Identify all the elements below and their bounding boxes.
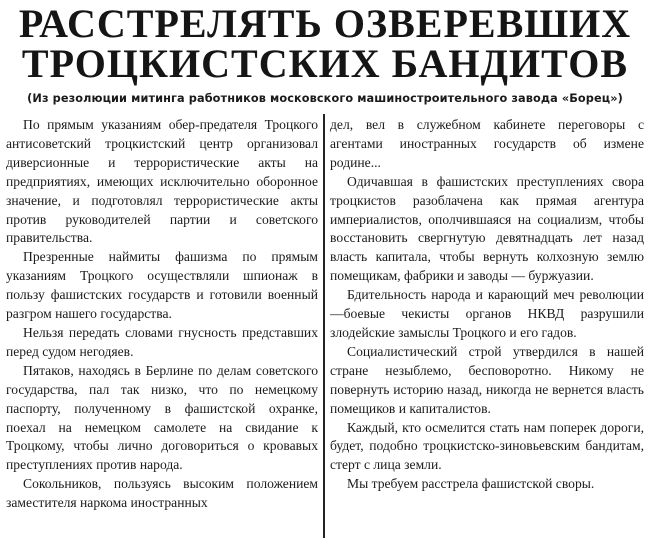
headline: [0, 1, 650, 86]
column-right: [330, 116, 644, 494]
headline-line-2: ТРОЦКИСТСКИХ БАНДИТОВ: [21, 41, 629, 86]
paragraph: Социалистический строй утвердился в нашей стране незыблемо, бесповоротно. Никому не повернуть историю назад, никогда не вернется власть помещиков и капиталистов.: [330, 343, 644, 416]
paragraph: Сокольников, пользуясь высоким положением заместителя наркома иностранных: [6, 476, 318, 511]
paragraph: Одичавшая в фашистских преступлениях свора троцкистов разоблачена как прямая агентура империалистов, ополчившаяся на социализм, чтобы восстановить свергнутую девятнадцать лет назад власть капитала, чтобы вернуть колхозную землю помещикам, фабрики и заводы — буржуазии.: [330, 173, 644, 284]
column-left: [6, 116, 318, 513]
paragraph: Каждый, кто осмелится стать нам поперек дороги, будет, подобно троцкистско-зиновьевским бандитам, стерт с лица земли.: [330, 419, 644, 473]
paragraph: Презренные наймиты фашизма по прямым указаниям Троцкого осуществляли шпионаж в пользу фашистских государств и готовили военный разгром нашего государства.: [6, 249, 318, 322]
paragraph: Пятаков, находясь в Берлине по делам советского государства, пал так низко, что по немецкому паспорту, полученному в фашистской охранке, поехал на немецком самолете на свидание к Троцкому, чтобы лично договориться о кровавых преступлениях против народа.: [6, 362, 318, 473]
paragraph: Мы требуем расстрела фашистской своры.: [347, 476, 595, 492]
subheadline: (Из резолюции митинга работников московского машиностроительного завода «Борец»): [27, 92, 623, 105]
paragraph: По прямым указаниям обер-предателя Троцкого антисоветский троцкистский центр организовал диверсионные и террористические акты на предприятиях, имеющих исключительно оборонное значение, и подготовлял террористические акты против руководителей партии и советского правительства.: [6, 117, 318, 246]
paragraph: Нельзя передать словами гнусность представших перед судом негодяев.: [6, 324, 318, 359]
paragraph-continued: дел, вел в служебном кабинете переговоры с агентами иностранных государств об измене родине...: [330, 117, 644, 170]
column-divider: [323, 114, 325, 538]
paragraph: Бдительность народа и карающий меч революции—боевые чекисты органов НКВД разрушили злодейские замыслы Троцкого и его гадов.: [330, 287, 644, 340]
headline-line-1: РАССТРЕЛЯТЬ ОЗВЕРЕВШИХ: [18, 1, 632, 46]
